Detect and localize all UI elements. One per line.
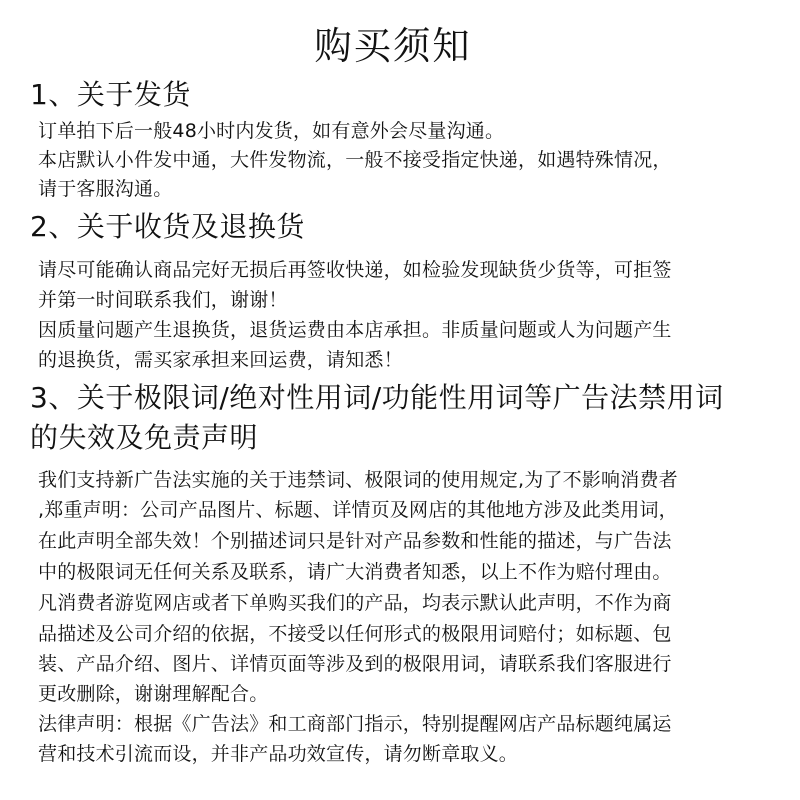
section-2-line-2: 并第一时间联系我们，谢谢！ [38, 289, 288, 311]
section-3-heading-line-2: 的失效及免责声明 [30, 421, 259, 454]
section-3-heading-line-1: 3、关于极限词/绝对性用词/功能性用词等广告法禁用词 [30, 381, 724, 414]
section-3-line-5: 凡消费者游览网店或者下单购买我们的产品，均表示默认此声明，不作为商 [38, 592, 672, 614]
section-3-line-10: 营和技术引流而设，并非产品功效宣传，请勿断章取义。 [38, 743, 519, 765]
section-1-heading: 1、关于发货 [30, 78, 191, 111]
section-3-line-6: 品描述及公司介绍的依据，不接受以任何形式的极限用词赔付；如标题、包 [38, 623, 672, 645]
section-3-line-1: 我们支持新广告法实施的关于违禁词、极限词的使用规定,为了不影响消费者 [38, 469, 678, 491]
section-1-line-1: 订单拍下后一般48小时内发货，如有意外会尽量沟通。 [38, 120, 505, 142]
section-3-line-2: ,郑重声明：公司产品图片、标题、详情页及网店的其他地方涉及此类用词， [38, 499, 678, 521]
section-2-line-3: 因质量问题产生退换货，退货运费由本店承担。非质量问题或人为问题产生 [38, 319, 672, 341]
section-2-line-1: 请尽可能确认商品完好无损后再签收快递，如检验发现缺货少货等，可拒签 [38, 259, 672, 281]
section-3-line-8: 更改删除，谢谢理解配合。 [38, 683, 269, 705]
section-3-line-4: 中的极限词无任何关系及联系，请广大消费者知悉，以上不作为赔付理由。 [38, 561, 672, 583]
section-1-line-2: 本店默认小件发中通，大件发物流，一般不接受指定快递，如遇特殊情况， [38, 149, 672, 171]
section-2-heading: 2、关于收货及退换货 [30, 210, 305, 243]
section-3-line-7: 装、产品介绍、图片、详情页面等涉及到的极限用词，请联系我们客服进行 [38, 653, 672, 675]
section-3-line-9: 法律声明：根据《广告法》和工商部门指示，特别提醒网店产品标题纯属运 [38, 713, 672, 735]
section-3-line-3: 在此声明全部失效！个别描述词只是针对产品参数和性能的描述，与广告法 [38, 530, 672, 552]
section-2-line-4: 的退换货，需买家承担来回运费，请知悉！ [38, 349, 403, 371]
page-title: 购买须知 [314, 24, 472, 68]
section-1-line-3: 请于客服沟通。 [38, 178, 173, 200]
